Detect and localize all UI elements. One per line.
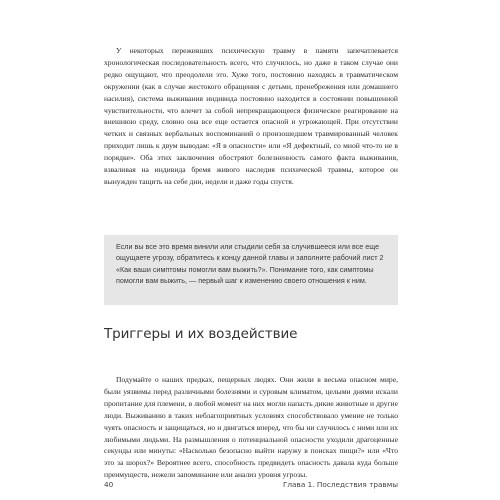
- body-paragraph: У некоторых переживших психическую травму в памяти запечатлевается хронологическая последовательность всего, что случилось, но даже в таком случае они редко ощущают, что преодолели это. Хуже того, постоянно находясь в травматическом окружении (как в случае жестокого обращения с детьми, пренебрежения или домашнего насилия), система выживания индивида постоянно находится в состоянии повышенной чувствительности, что влечет за собой непрекращающееся физическое реагирование на внешнюю среду, словно она все еще остается опасной и угрожающей. При отсутствии четких и связных вербальных воспоминаний о произошедшем травмированный человек приходит лишь к двум выводам: «Я в опасности» или «Я дефектный, со мной что-то не в порядке». Оба этих заключения обостряют болезненность самого факта выживания, взваливая на индивида бремя живого наследия психической травмы, которое он вынужден тащить на себе дни, недели и даже годы спустя.: [104, 46, 398, 186]
- callout-box: [104, 235, 398, 305]
- section-title: Триггеры и их воздействие: [104, 326, 298, 342]
- callout-text: Если вы все это время винили или стыдили себя за случившееся или все еще ощущаете угрозу, обратитесь к концу данной главы и заполните рабочий лист 2 «Как ваши симптомы помогли вам выжить?». Понимание того, как симптомы помогли вам выжить, — первый шаг к изменению своего отношения к ним.: [116, 242, 384, 286]
- body-paragraph: Подумайте о наших предках, пещерных людях. Они жили в весьма опасном мире, были уязвимы перед различными болезнями и суровым климатом, целыми днями искали пропитание для племени, в любой момент на них могли напасть дикие животные и другие люди. Выживанию в таких неблагоприятных условиях способствовало умение не только чуять опасность и защищаться, но и двигаться вперед, что бы ни случилось с ними или их любимыми людьми. На размышления о потенциальной опасности уходили драгоценные секунды или минуты: «Насколько безопасно выйти наружу в поисках пищи?» или «Что это за шорох?» Вероятнее всего, способность предвидеть опасность давала куда больше преимуществ, нежели запоминание или анализ уровня угрозы.: [104, 375, 398, 480]
- page-number: 40: [104, 480, 114, 489]
- running-head: Глава 1. Последствия травмы: [282, 480, 398, 489]
